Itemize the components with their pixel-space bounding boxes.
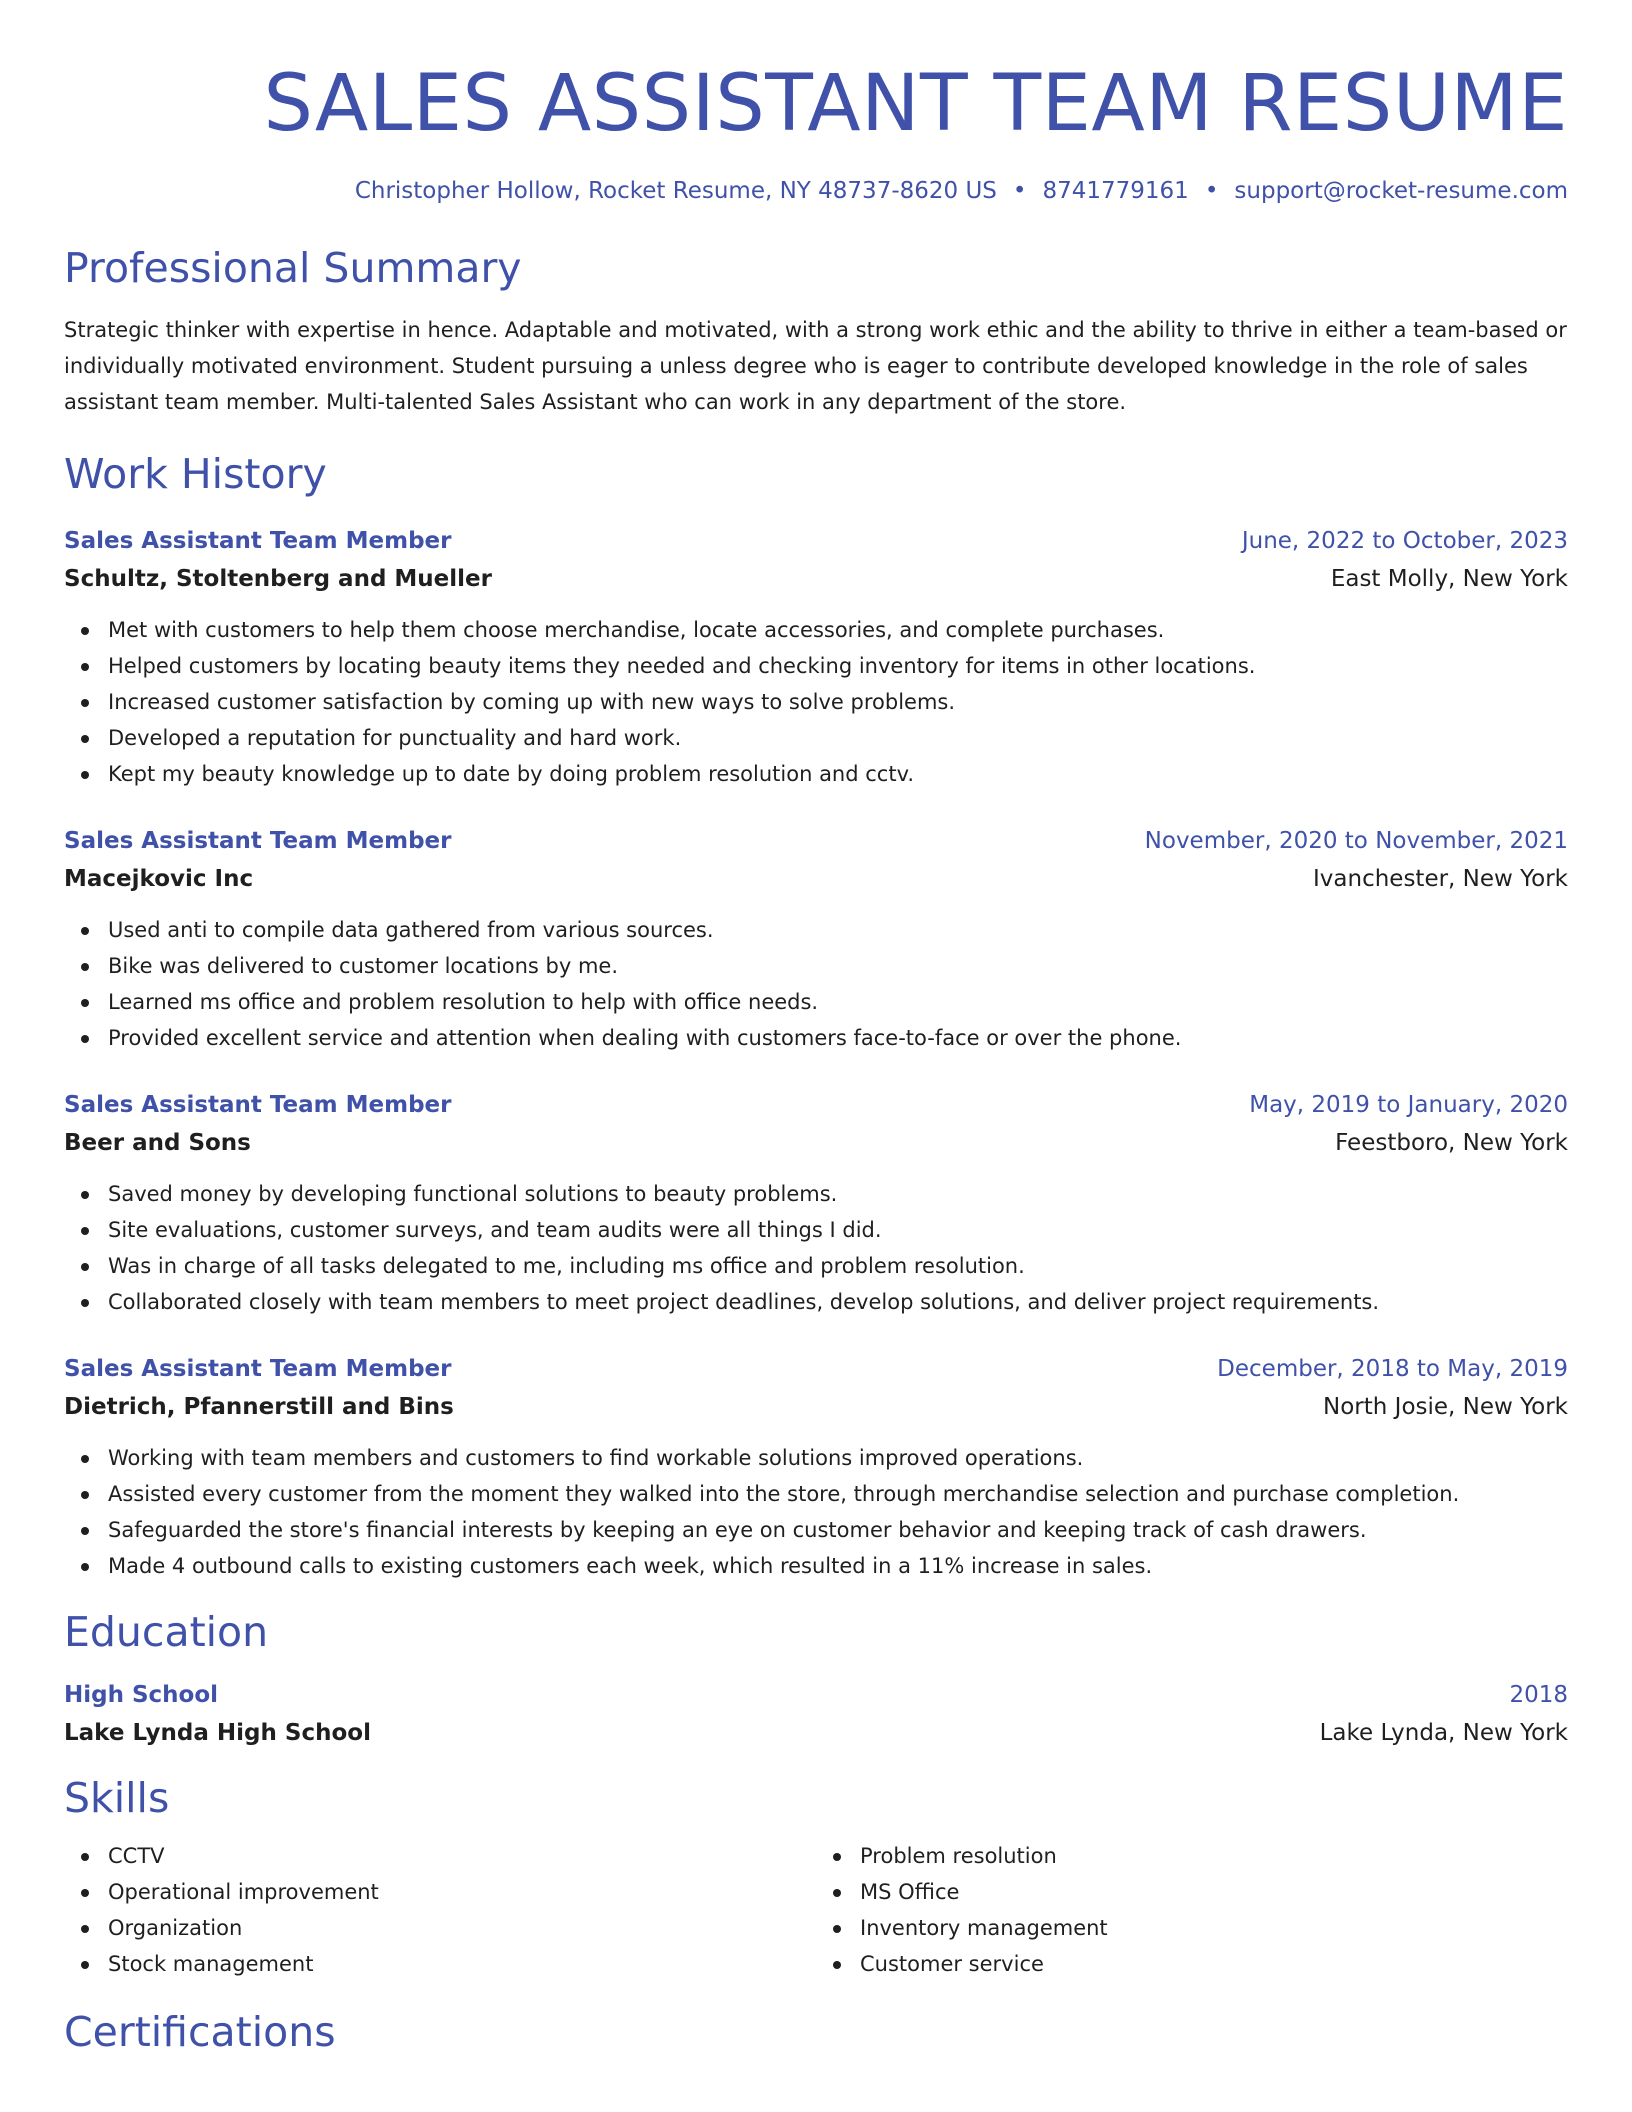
job-company: Beer and Sons	[64, 1130, 251, 1156]
certifications-section	[64, 2004, 1568, 2060]
certifications-heading: Certifications	[64, 2008, 336, 2056]
job-title: Sales Assistant Team Member	[64, 528, 452, 554]
skill-item: Stock management	[64, 1946, 816, 1982]
resume-header	[64, 0, 1568, 208]
list-item: Learned ms office and problem resolution to help with office needs.	[64, 984, 1568, 1020]
list-item: Bike was delivered to customer locations by me.	[64, 948, 1568, 984]
education-school: Lake Lynda High School	[64, 1720, 371, 1746]
list-item: Working with team members and customers to find workable solutions improved operations.	[64, 1440, 1568, 1476]
list-item: Kept my beauty knowledge up to date by doing problem resolution and cctv.	[64, 756, 1568, 792]
contact-email: support@rocket-resume.com	[1234, 178, 1568, 204]
job-entry	[64, 522, 1568, 792]
job-bullets	[64, 1176, 1568, 1320]
skills-list	[64, 1838, 816, 1982]
skills-section	[64, 1770, 1568, 1982]
job-entry	[64, 1350, 1568, 1584]
list-item: Increased customer satisfaction by coming up with new ways to solve problems.	[64, 684, 1568, 720]
job-title: Sales Assistant Team Member	[64, 1356, 452, 1382]
job-company: Dietrich, Pfannerstill and Bins	[64, 1394, 454, 1420]
job-bullets	[64, 1440, 1568, 1584]
list-item: Was in charge of all tasks delegated to me, including ms office and problem resolution.	[64, 1248, 1568, 1284]
skills-list	[816, 1838, 1568, 1982]
skills-grid	[64, 1838, 1568, 1982]
list-item: Assisted every customer from the moment they walked into the store, through merchandise selection and purchase completion.	[64, 1476, 1568, 1512]
contact-phone: 8741779161	[1042, 178, 1189, 204]
list-item: Developed a reputation for punctuality and hard work.	[64, 720, 1568, 756]
list-item: Safeguarded the store's financial interests by keeping an eye on customer behavior and keeping track of cash drawers.	[64, 1512, 1568, 1548]
skill-item: Customer service	[816, 1946, 1568, 1982]
job-location: East Molly, New York	[1330, 566, 1568, 592]
job-bullets	[64, 612, 1568, 792]
job-title: Sales Assistant Team Member	[64, 828, 452, 854]
education-heading: Education	[64, 1608, 269, 1656]
summary-heading: Professional Summary	[64, 244, 522, 292]
list-item: Used anti to compile data gathered from various sources.	[64, 912, 1568, 948]
list-item: Helped customers by locating beauty items they needed and checking inventory for items in other locations.	[64, 648, 1568, 684]
job-location: Feestboro, New York	[1335, 1130, 1568, 1156]
contact-separator: •	[1204, 178, 1219, 204]
job-dates: May, 2019 to January, 2020	[1249, 1092, 1568, 1118]
education-location: Lake Lynda, New York	[1319, 1720, 1568, 1746]
list-item: Provided excellent service and attention when dealing with customers face-to-face or over the phone.	[64, 1020, 1568, 1056]
education-degree: High School	[64, 1682, 219, 1708]
job-entry	[64, 1086, 1568, 1320]
job-company: Schultz, Stoltenberg and Mueller	[64, 566, 492, 592]
list-item: Made 4 outbound calls to existing customers each week, which resulted in a 11% increase in sales.	[64, 1548, 1568, 1584]
resume-title: SALES ASSISTANT TEAM RESUME	[263, 59, 1568, 149]
job-location: North Josie, New York	[1323, 1394, 1568, 1420]
summary-text: Strategic thinker with expertise in hence. Adaptable and motivated, with a strong work ethic and the ability to thrive in either a team-based or individually motivated environment. Student pursuing a unless degree who is eager to contribute developed knowledge in the role of sales assistant team member. Multi-talented Sales Assistant who can work in any department of the store.	[64, 318, 1567, 414]
job-location: Ivanchester, New York	[1313, 866, 1568, 892]
skills-column-left	[64, 1838, 816, 1982]
skill-item: Inventory management	[816, 1910, 1568, 1946]
contact-address: Christopher Hollow, Rocket Resume, NY 48737-8620 US	[354, 178, 997, 204]
contact-line	[64, 174, 1568, 208]
job-title: Sales Assistant Team Member	[64, 1092, 452, 1118]
skill-item: MS Office	[816, 1874, 1568, 1910]
education-section	[64, 1604, 1568, 1752]
education-entry	[64, 1676, 1568, 1752]
job-dates: June, 2022 to October, 2023	[1241, 528, 1568, 554]
contact-separator: •	[1012, 178, 1027, 204]
education-year: 2018	[1509, 1682, 1568, 1708]
list-item: Site evaluations, customer surveys, and team audits were all things I did.	[64, 1212, 1568, 1248]
skill-item: Problem resolution	[816, 1838, 1568, 1874]
job-dates: December, 2018 to May, 2019	[1217, 1356, 1568, 1382]
work-history-heading: Work History	[64, 450, 327, 498]
skill-item: Operational improvement	[64, 1874, 816, 1910]
skills-heading: Skills	[64, 1774, 170, 1822]
job-entry	[64, 822, 1568, 1056]
summary-section	[64, 240, 1568, 420]
skill-item: CCTV	[64, 1838, 816, 1874]
list-item: Met with customers to help them choose merchandise, locate accessories, and complete purchases.	[64, 612, 1568, 648]
skill-item: Organization	[64, 1910, 816, 1946]
skills-column-right	[816, 1838, 1568, 1982]
list-item: Collaborated closely with team members to meet project deadlines, develop solutions, and deliver project requirements.	[64, 1284, 1568, 1320]
list-item: Saved money by developing functional solutions to beauty problems.	[64, 1176, 1568, 1212]
job-company: Macejkovic Inc	[64, 866, 254, 892]
work-history-section	[64, 446, 1568, 1584]
job-bullets	[64, 912, 1568, 1056]
job-dates: November, 2020 to November, 2021	[1144, 828, 1568, 854]
